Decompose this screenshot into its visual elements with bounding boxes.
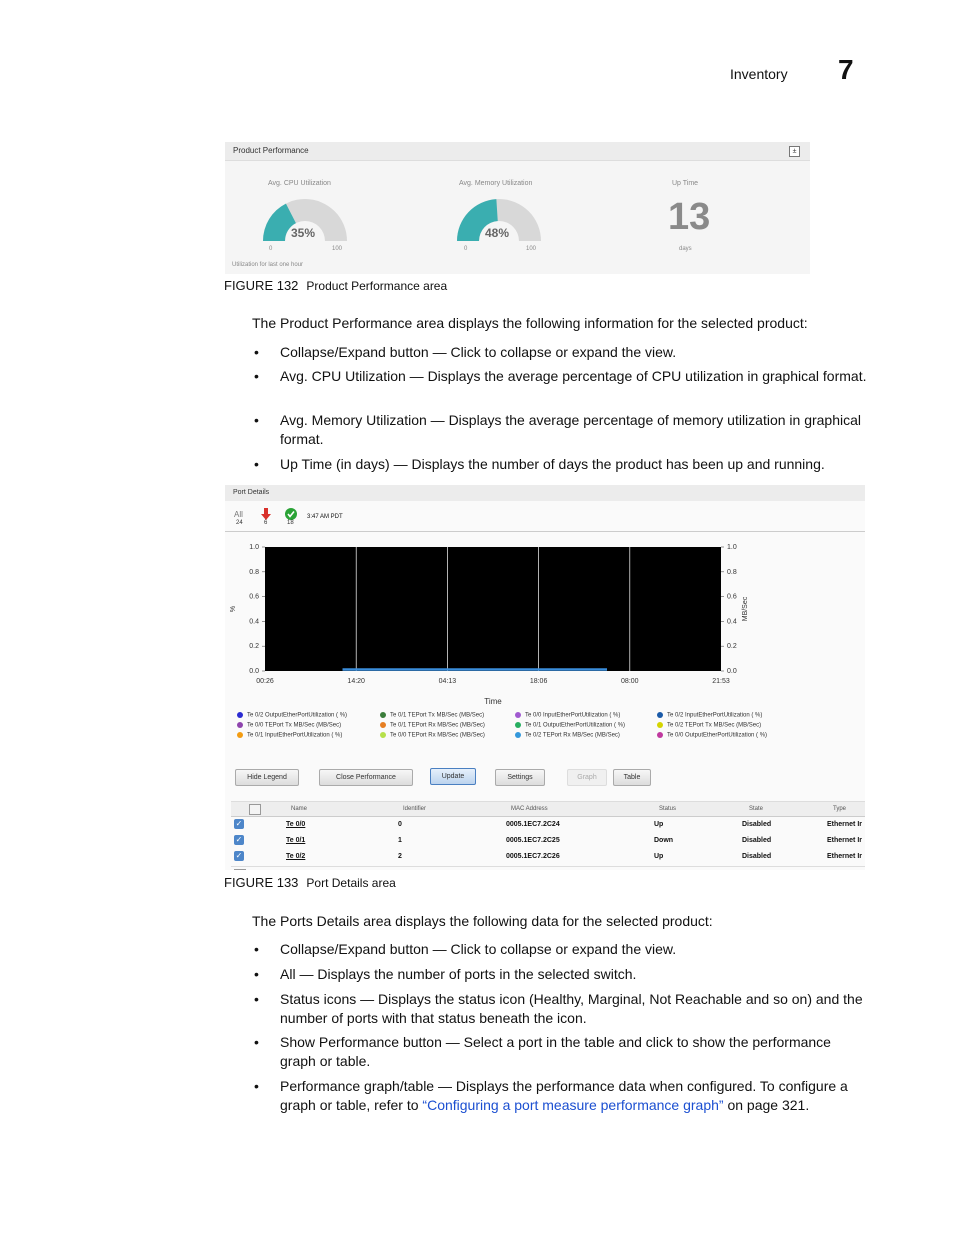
running-header-section: Inventory	[730, 66, 788, 82]
legend-label: Te 0/2 TEPort Rx MB/Sec (MB/Sec)	[525, 732, 620, 739]
port-status: Down	[654, 837, 674, 844]
down-ports-count: 6	[264, 520, 268, 526]
uptime-unit: days	[679, 246, 692, 252]
column-header-mac[interactable]: MAC Address	[511, 806, 548, 812]
port-identifier: 2	[398, 853, 402, 860]
legend-item[interactable]	[657, 712, 762, 719]
uptime-label: Up Time	[672, 180, 699, 187]
bullet-text: button — Click to collapse or expand the view.	[385, 941, 677, 957]
intro-text-rest: area displays the following information for the selected product:	[412, 315, 808, 331]
bullet-text: button — Click to collapse or expand the view.	[385, 344, 677, 360]
figure-title: Product Performance area	[306, 279, 448, 293]
y-tick-label: 0.0	[249, 668, 259, 675]
intro-paragraph-2	[252, 912, 872, 931]
intro-text: The	[252, 315, 281, 331]
legend-item[interactable]	[380, 712, 484, 719]
port-mac: 0005.1EC7.2C26	[506, 853, 560, 860]
figure-number: FIGURE 132	[224, 278, 299, 293]
y2-tick-label: 0.4	[727, 618, 737, 626]
legend-color-swatch	[657, 712, 663, 718]
legend-label: Te 0/0 InputEtherPortUtilization ( %)	[525, 712, 621, 719]
hide-legend-button[interactable]: Hide Legend	[235, 769, 299, 786]
port-state: Disabled	[742, 821, 772, 828]
figure-132-caption	[224, 278, 447, 293]
legend-color-swatch	[237, 722, 243, 728]
memory-gauge-min: 0	[464, 246, 468, 252]
panel-title: Product Performance	[233, 146, 309, 155]
legend-color-swatch	[380, 722, 386, 728]
legend-color-swatch	[657, 732, 663, 738]
column-header-identifier[interactable]: Identifier	[403, 806, 427, 812]
figure-number: FIGURE 133	[224, 875, 299, 890]
figure-133-caption	[224, 875, 396, 890]
bullet-text: — Displays the average percentage of CPU utilization in graphical format.	[405, 368, 867, 384]
legend-item[interactable]	[515, 712, 620, 719]
legend-color-swatch	[380, 712, 386, 718]
bullet-item	[254, 965, 870, 984]
divider	[225, 531, 865, 532]
row-checkbox[interactable]: ✓	[235, 835, 243, 844]
legend-label: Te 0/1 InputEtherPortUtilization ( %)	[247, 732, 343, 739]
plot-area	[265, 547, 721, 671]
bullet-term: Collapse/Expand	[280, 941, 386, 957]
bullet-dot: •	[254, 1078, 259, 1094]
legend-color-swatch	[237, 712, 243, 718]
bullet-dot: •	[254, 991, 259, 1007]
legend-item[interactable]	[380, 722, 485, 729]
legend-label: Te 0/2 InputEtherPortUtilization ( %)	[667, 712, 763, 719]
table-header	[231, 801, 865, 817]
port-state: Disabled	[742, 837, 772, 844]
port-type: Ethernet Ir	[827, 837, 863, 844]
legend-color-swatch	[515, 722, 521, 728]
bullet-text-rest: on page 321.	[723, 1097, 810, 1113]
down-arrow-icon[interactable]	[261, 508, 271, 520]
legend-label: Te 0/1 TEPort Tx MB/Sec (MB/Sec)	[390, 712, 485, 719]
x-axis-label: Time	[484, 697, 502, 706]
legend-item[interactable]	[380, 732, 485, 739]
select-all-checkbox[interactable]	[249, 804, 261, 815]
legend-item[interactable]	[657, 732, 767, 739]
y2-axis-label: MB/Sec	[742, 596, 749, 622]
panel-title: Port Details	[233, 489, 270, 496]
y-axis-label: %	[230, 605, 237, 613]
bullet-text: Performance graph/table — Displays the performance data when configured. To configure a graph or table, refer to	[280, 1078, 848, 1113]
bullet-item	[254, 1033, 870, 1071]
port-status: Up	[654, 853, 664, 860]
bullet-item	[254, 367, 870, 386]
legend-color-swatch	[380, 732, 386, 738]
collapse-expand-button[interactable]: ±	[789, 146, 800, 157]
legend-label: Te 0/0 TEPort Tx MB/Sec (MB/Sec)	[247, 722, 342, 729]
port-details-panel	[225, 485, 865, 870]
bullet-text: (in days) — Displays the number of days the product has been up and running.	[332, 456, 825, 472]
legend-item[interactable]	[515, 722, 625, 729]
intro-text-rest: area displays the following data for the selected product:	[359, 913, 713, 929]
port-status: Up	[654, 821, 664, 828]
bullet-text: button — Select a port in the table and click to show the performance graph or table.	[280, 1034, 831, 1069]
bullet-item	[254, 343, 870, 362]
legend-item[interactable]	[515, 732, 620, 739]
table-row[interactable]	[231, 850, 865, 865]
legend-label: Te 0/2 OutputEtherPortUtilization ( %)	[247, 712, 348, 719]
legend-color-swatch	[515, 712, 521, 718]
bullet-term: Collapse/Expand	[280, 344, 386, 360]
port-identifier: 0	[398, 821, 402, 828]
bullet-text: Status icons — Displays the status icon (Healthy, Marginal, Not Reachable and so on) and the number of ports with that status beneath the icon.	[280, 991, 863, 1026]
figure-title: Port Details area	[306, 876, 396, 890]
up-ports-count: 18	[287, 520, 294, 526]
cpu-gauge-max: 100	[332, 246, 343, 252]
x-tick-label: 04:13	[438, 678, 457, 685]
bullet-item	[254, 455, 870, 474]
bullet-term: Show Performance	[280, 1034, 400, 1050]
panel-title-bar	[225, 142, 810, 161]
x-tick-label: 08:00	[621, 678, 639, 685]
x-tick-label: 00:26	[256, 678, 274, 685]
bullet-text: — Displays the average percentage of memory utilization in graphical format.	[280, 412, 862, 447]
memory-gauge-value: 48%	[485, 226, 510, 240]
legend-label: Te 0/2 TEPort Tx MB/Sec (MB/Sec)	[667, 722, 762, 729]
y2-tick-label: 0.8	[727, 568, 737, 576]
table-row[interactable]	[231, 834, 865, 849]
legend-item[interactable]	[237, 732, 342, 739]
y-tick-label: 0.8	[249, 568, 259, 576]
panel-title-bar	[225, 485, 865, 501]
all-ports-link[interactable]: All	[234, 510, 243, 519]
y-tick-label: 0.4	[249, 618, 259, 626]
bullet-dot: •	[254, 941, 259, 957]
timestamp: 3:47 AM PDT	[307, 514, 343, 520]
table-button[interactable]: Table	[613, 769, 651, 786]
legend-label: Te 0/1 OutputEtherPortUtilization ( %)	[525, 722, 626, 729]
row-checkbox[interactable]	[234, 869, 246, 870]
performance-chart	[225, 537, 865, 709]
column-header-type[interactable]: Type	[833, 806, 847, 812]
port-state: Disabled	[742, 853, 772, 860]
table-row-partial	[231, 866, 865, 870]
column-header-status[interactable]: Status	[659, 806, 677, 812]
y2-tick-label: 0.0	[727, 668, 737, 675]
port-type: Ethernet Ir	[827, 821, 863, 828]
y-tick-label: 0.6	[249, 593, 259, 601]
product-performance-panel	[225, 142, 810, 274]
legend-label: Te 0/0 OutputEtherPortUtilization ( %)	[667, 732, 768, 739]
legend-item[interactable]	[657, 722, 761, 729]
legend-label: Te 0/1 TEPort Rx MB/Sec (MB/Sec)	[390, 722, 485, 729]
x-tick-label: 18:06	[529, 678, 548, 685]
y-tick-label: 0.2	[249, 643, 259, 651]
update-button[interactable]: Update	[430, 768, 476, 785]
legend-color-swatch	[657, 722, 663, 728]
intro-term: Product Performance	[280, 315, 413, 331]
port-name-link[interactable]: Te 0/1	[286, 837, 306, 844]
bullet-item	[254, 940, 870, 959]
bullet-dot: •	[254, 1034, 259, 1050]
bullet-dot: •	[254, 344, 259, 360]
legend-item[interactable]	[237, 712, 347, 719]
bullet-term: Avg. CPU Utilization	[280, 368, 406, 384]
intro-paragraph-1	[252, 314, 872, 333]
bullet-term: Up Time	[280, 456, 333, 472]
row-checkbox[interactable]: ✓	[235, 851, 243, 860]
bullet-dot: •	[254, 456, 259, 472]
bullet-dot: •	[254, 412, 259, 428]
y2-tick-label: 0.2	[727, 643, 737, 651]
chart-legend	[237, 712, 857, 742]
bullet-term: All —	[280, 966, 314, 982]
close-performance-button[interactable]: Close Performance	[319, 769, 413, 786]
table-row[interactable]	[231, 818, 865, 833]
column-header-state[interactable]: State	[749, 806, 764, 812]
port-name-link[interactable]: Te 0/2	[286, 853, 306, 860]
uptime-value: 13	[668, 196, 711, 238]
chapter-number: 7	[838, 54, 854, 85]
bullet-text: Displays the number of ports in the selected switch.	[313, 966, 637, 982]
port-name-link[interactable]: Te 0/0	[286, 821, 306, 828]
port-mac: 0005.1EC7.2C24	[506, 821, 560, 828]
legend-color-swatch	[515, 732, 521, 738]
x-tick-label: 21:53	[712, 678, 730, 685]
legend-color-swatch	[237, 732, 243, 738]
y2-tick-label: 1.0	[727, 544, 737, 551]
y2-tick-label: 0.6	[727, 593, 737, 601]
cpu-gauge-value: 35%	[291, 226, 316, 240]
bullet-item	[254, 411, 870, 449]
utilization-footnote: Utilization for last one hour	[232, 262, 304, 268]
bullet-dot: •	[254, 368, 259, 384]
port-identifier: 1	[398, 837, 402, 844]
bullet-item	[254, 1077, 870, 1115]
y-tick-label: 1.0	[249, 544, 259, 551]
all-ports-count: 24	[236, 520, 243, 526]
row-checkbox[interactable]: ✓	[235, 819, 243, 828]
x-tick-label: 14:20	[347, 678, 365, 685]
graph-button[interactable]: Graph	[567, 769, 607, 786]
port-mac: 0005.1EC7.2C25	[506, 837, 560, 844]
port-type: Ethernet Ir	[827, 853, 863, 860]
check-circle-icon[interactable]	[285, 508, 297, 520]
cpu-gauge-label: Avg. CPU Utilization	[268, 180, 331, 187]
bullet-item	[254, 990, 870, 1028]
bullet-dot: •	[254, 966, 259, 982]
settings-button[interactable]: Settings	[495, 769, 545, 786]
legend-item[interactable]	[237, 722, 341, 729]
intro-text: The	[252, 913, 281, 929]
cross-reference-link[interactable]: “Configuring a port measure performance graph”	[422, 1097, 724, 1113]
bullet-term: Avg. Memory Utilization	[280, 412, 427, 428]
legend-label: Te 0/0 TEPort Rx MB/Sec (MB/Sec)	[390, 732, 485, 739]
cpu-gauge-min: 0	[269, 246, 273, 252]
column-header-name[interactable]: Name	[291, 806, 308, 812]
intro-term: Ports Details	[280, 913, 360, 929]
memory-gauge-max: 100	[526, 246, 537, 252]
memory-gauge-label: Avg. Memory Utilization	[459, 180, 533, 187]
